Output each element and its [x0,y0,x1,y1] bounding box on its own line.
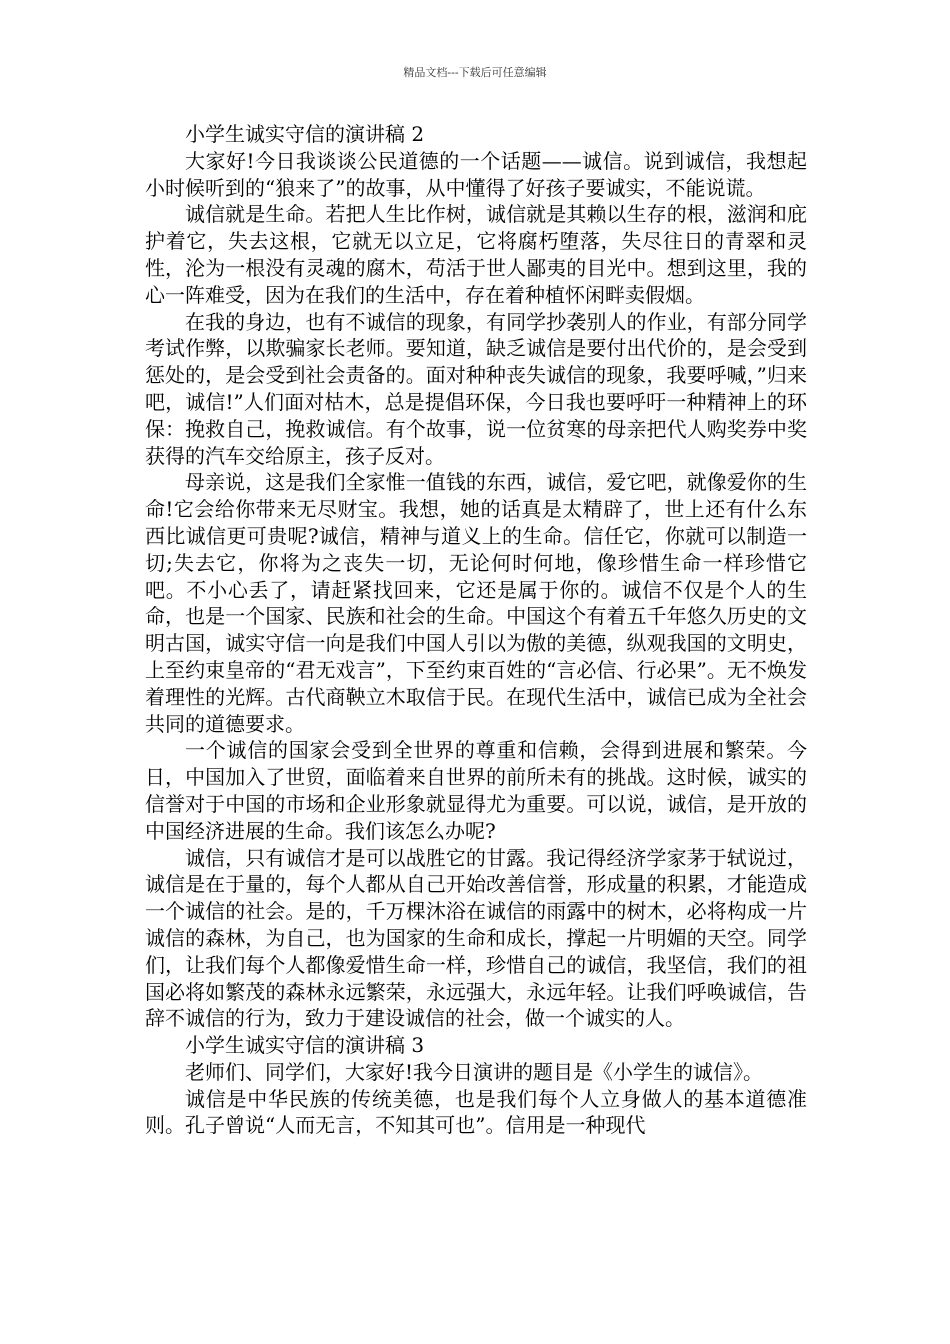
paragraph: 诚信，只有诚信才是可以战胜它的甘露。我记得经济学家茅于轼说过，诚信是在于量的，每个人都从自己开始改善信誉，形成量的积累，才能造成一个诚信的社会。是的，千万棵沐浴在诚信的雨露中的树木，必将构成一片诚信的森林，为自己，也为国家的生命和成长，撑起一片明媚的天空。同学们，让我们每个人都像爱惜生命一样，珍惜自己的诚信，我坚信，我们的祖国必将如繁茂的森林永远繁荣，永远强大，永远年轻。让我们呼唤诚信，告辞不诚信的行为，致力于建设诚信的社会，做一个诚实的人。 [145,845,807,1031]
paragraph: 诚信是中华民族的传统美德，也是我们每个人立身做人的基本道德准则。孔子曾说“人而无言，不知其可也”。信用是一种现代 [145,1086,807,1138]
speech-3-heading: 小学生诚实守信的演讲稿 3 [185,1033,425,1058]
paragraph: 母亲说，这是我们全家惟一值钱的东西，诚信，爱它吧，就像爱你的生命!它会给你带来无尽财宝。我想，她的话真是太精辟了，世上还有什么东西比诚信更可贵呢?诚信，精神与道义上的生命。信任它，你就可以制造一切;失去它，你将为之丧失一切，无论何时何地，像珍惜生命一样珍惜它吧。不小心丢了，请赶紧找回来，它还是属于你的。诚信不仅是个人的生命，也是一个国家、民族和社会的生命。中国这个有着五千年悠久历史的文明古国，诚实守信一向是我们中国人引以为傲的美德，纵观我国的文明史，上至约束皇帝的“君无戏言”，下至约束百姓的“言必信、行必果”。无不焕发着理性的光辉。古代商鞅立木取信于民。在现代生活中，诚信已成为全社会共同的道德要求。 [145,470,807,736]
document-body [145,121,807,1139]
paragraph: 老师们、同学们，大家好!我今日演讲的题目是《小学生的诚信》。 [185,1059,764,1084]
paragraph: 大家好!今日我谈谈公民道德的一个话题——诚信。说到诚信，我想起小时候听到的“狼来了”的故事，从中懂得了好孩子要诚实，不能说谎。 [145,148,807,200]
paragraph: 一个诚信的国家会受到全世界的尊重和信赖，会得到进展和繁荣。今日，中国加入了世贸，面临着来自世界的前所未有的挑战。这时候，诚实的信誉对于中国的市场和企业形象就显得尤为重要。可以说，诚信，是开放的中国经济进展的生命。我们该怎么办呢? [145,738,807,843]
speech-2-heading: 小学生诚实守信的演讲稿 2 [185,122,425,146]
paragraph: 诚信就是生命。若把人生比作树，诚信就是其赖以生存的根，滋润和庇护着它，失去这根，它就无以立足，它将腐朽堕落，失尽往日的青翠和灵性，沦为一根没有灵魂的腐木，苟活于世人鄙夷的目光中。想到这里，我的心一阵难受，因为在我们的生活中，存在着种植怀闲畔卖假烟。 [145,202,807,307]
paragraph: 在我的身边，也有不诚信的现象，有同学抄袭别人的作业，有部分同学考试作弊，以欺骗家长老师。要知道，缺乏诚信是要付出代价的，是会受到惩处的，是会受到社会责备的。面对种种丧失诚信的现象，我要呼喊，”归来吧，诚信!”人们面对枯木，总是提倡环保，今日我也要呼吁一种精神上的环保：挽救自己，挽救诚信。有个故事，说一位贫寒的母亲把代人购奖券中奖获得的汽车交给原主，孩子反对。 [145,309,807,468]
page-header: 精品文档---下载后可任意编辑 [403,66,547,79]
